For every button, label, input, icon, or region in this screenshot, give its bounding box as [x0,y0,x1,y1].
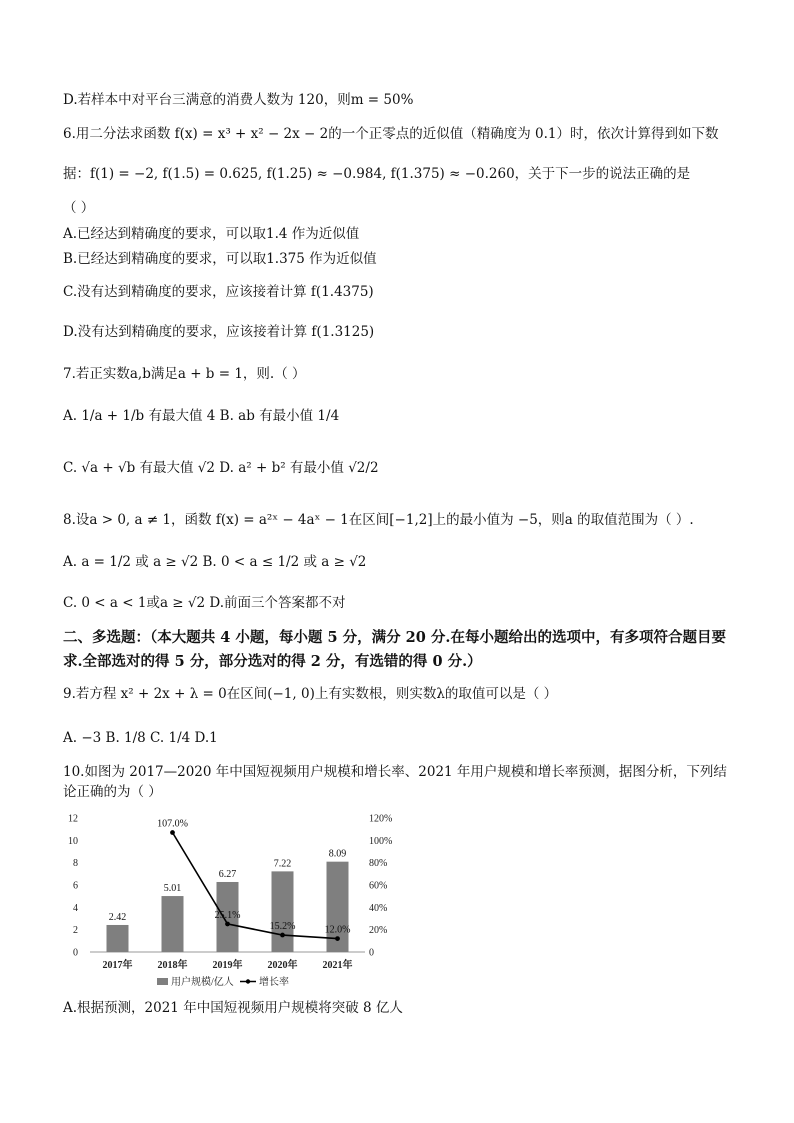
q8-options-ab: A. a = 1/2 或 a ≥ √2 B. 0 < a ≤ 1/2 或 a ≥ √2 [63,554,367,570]
right-axis-tick-label: 40% [369,902,388,914]
left-axis-tick-label: 0 [73,947,78,959]
section-2-heading: 二、多选题：（本大题共 4 小题，每小题 5 分，满分 20 分.在每小题给出的选项中，有多项符合题目要求.全部选对的得 5 分，部分选对的得 2 分，有选错的得 0 分.） [63,629,726,670]
q6-stem-line2: 据：f(1) = −2, f(1.5) = 0.625, f(1.25) ≈ −0.984, f(1.375) ≈ −0.260，关于下一步的说法正确的是 [63,166,691,182]
left-axis-tick-label: 6 [73,880,78,892]
left-axis-tick-label: 12 [68,813,78,825]
line-q5-option-d: D.若样本中对平台三满意的消费人数为 120，则m = 50% [63,92,414,108]
q6-option-b: B.已经达到精确度的要求，可以取1.375 作为近似值 [63,251,377,267]
growth-rate-line [173,833,338,939]
growth-rate-data-label: 15.2% [269,921,296,933]
growth-rate-data-label: 107.0% [157,818,188,830]
growth-rate-point [225,922,230,927]
growth-rate-point [280,933,285,938]
bar-user-scale [269,871,296,952]
q7-options-ab: A. 1/a + 1/b 有最大值 4 B. ab 有最小值 1/4 [63,408,340,424]
left-axis-tick-label: 8 [73,858,78,870]
user-scale-growth-chart [60,806,400,992]
q9-stem: 9.若方程 x² + 2x + λ = 0在区间(−1, 0)上有实数根，则实数λ的取值可以是（ ） [63,686,558,702]
q6-option-c: C.没有达到精确度的要求，应该接着计算 f(1.4375) [63,284,374,300]
x-axis-category-label: 2019年 [212,960,243,971]
q6-option-a: A.已经达到精确度的要求，可以取1.4 作为近似值 [63,226,360,242]
right-axis-tick-label: 20% [369,925,388,937]
q7-options-cd: C. √a + √b 有最大值 √2 D. a² + b² 有最小值 √2/2 [63,460,379,476]
q8-stem: 8.设a > 0, a ≠ 1，函数 f(x) = a²ˣ − 4aˣ − 1在区间[−1,2]上的最小值为 −5，则a 的取值范围为（ ）. [63,512,694,528]
right-axis-tick-label: 0 [369,947,374,959]
q6-option-d: D.没有达到精确度的要求，应该接着计算 f(1.3125) [63,324,375,340]
x-axis-category-label: 2021年 [322,960,353,971]
bar-user-scale [107,925,129,952]
bar-data-label: 6.27 [218,868,237,880]
x-axis-category-label: 2018年 [157,960,188,971]
legend-bar-swatch [157,978,168,985]
growth-rate-point [335,936,340,941]
right-axis-tick-label: 60% [369,880,388,892]
bar-data-label: 5.01 [163,883,182,895]
q9-options: A. −3 B. 1/8 C. 1/4 D.1 [63,730,218,746]
legend-line-marker [246,979,250,983]
left-axis-tick-label: 2 [73,925,78,937]
q7-stem: 7.若正实数a,b满足a + b = 1，则.（ ） [63,366,306,382]
growth-rate-data-label: 12.0% [324,924,351,936]
right-axis-tick-label: 80% [369,858,388,870]
right-axis-tick-label: 100% [369,835,393,847]
q10-option-a: A.根据预测，2021 年中国短视频用户规模将突破 8 亿人 [63,1000,403,1016]
growth-rate-point [170,830,175,835]
right-axis-tick-label: 120% [369,813,393,825]
bar-user-scale [162,896,184,952]
bar-data-label: 8.09 [328,848,347,860]
q10-stem: 10.如图为 2017—2020 年中国短视频用户规模和增长率、2021 年用户规模和增长率预测，据图分析，下列结论正确的为（ ） [63,764,727,800]
legend-line-label: 增长率 [259,977,289,988]
x-axis-category-label: 2017年 [102,960,133,971]
bar-data-label: 7.22 [273,858,292,870]
q6-answer-bracket: （ ） [63,200,95,216]
x-axis-category-label: 2020年 [267,960,298,971]
q6-stem-line1: 6.用二分法求函数 f(x) = x³ + x² − 2x − 2的一个正零点的近似值（精确度为 0.1）时，依次计算得到如下数 [63,126,719,142]
legend-bar-label: 用户规模/亿人 [171,977,234,988]
bar-data-label: 2.42 [108,911,127,923]
growth-rate-data-label: 25.1% [214,909,241,921]
left-axis-tick-label: 4 [73,902,78,914]
left-axis-tick-label: 10 [68,835,78,847]
q8-options-cd: C. 0 < a < 1或a ≥ √2 D.前面三个答案都不对 [63,595,346,611]
